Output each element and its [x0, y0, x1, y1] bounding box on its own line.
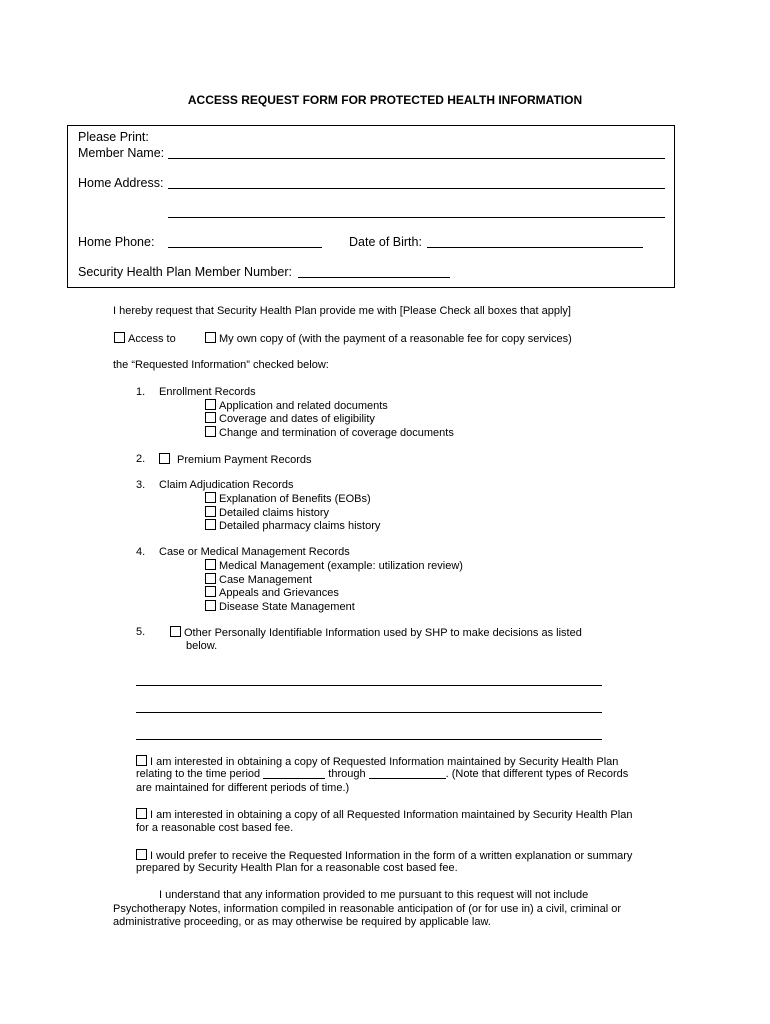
checkbox-item-label: Explanation of Benefits (EOBs) — [219, 493, 371, 505]
paragraph-1-line-1 — [136, 755, 618, 768]
form-title: ACCESS REQUEST FORM FOR PROTECTED HEALTH INFORMATION — [187, 93, 583, 107]
checkbox-item-label: Case Management — [219, 574, 312, 586]
records-note: . (Note that different types of Records — [445, 768, 629, 780]
checkbox-item-label: Application and related documents — [219, 400, 388, 412]
through-label: through — [328, 768, 366, 780]
section-1-title: Enrollment Records — [159, 386, 256, 398]
home-address-label: Home Address: — [78, 176, 164, 190]
checkbox-item-label: Change and termination of coverage documents — [219, 427, 454, 439]
paragraph-3-line-1 — [136, 849, 632, 862]
section-5-title-cont: below. — [186, 640, 218, 652]
home-phone-field[interactable] — [168, 247, 322, 248]
checkbox-item-label: Appeals and Grievances — [219, 587, 339, 599]
paragraph-2-text: I am interested in obtaining a copy of all Requested Information maintained by Security Health Plan — [150, 809, 633, 821]
other-info-line-1[interactable] — [136, 685, 602, 686]
written-summary-checkbox[interactable] — [136, 849, 147, 860]
application-docs-checkbox[interactable] — [205, 399, 216, 410]
dob-label: Date of Birth: — [349, 235, 422, 249]
time-period-start-field[interactable] — [263, 768, 325, 779]
medical-management-checkbox[interactable] — [205, 559, 216, 570]
time-period-label: relating to the time period — [136, 768, 261, 780]
checkbox-item — [205, 412, 375, 425]
section-2-item — [159, 453, 312, 466]
paragraph-1-line-2 — [136, 768, 628, 780]
checkbox-item-label: Detailed pharmacy claims history — [219, 520, 381, 532]
paragraph-4-line-2: Psychotherapy Notes, information compiled in reasonable anticipation of (or for use in) a civil, criminal or — [113, 903, 622, 915]
pharmacy-claims-checkbox[interactable] — [205, 519, 216, 530]
checkbox-item-label: Detailed claims history — [219, 507, 330, 519]
option-access-to — [114, 332, 176, 345]
dob-field[interactable] — [427, 247, 643, 248]
checkbox-item — [205, 519, 380, 532]
disease-management-checkbox[interactable] — [205, 600, 216, 611]
all-info-copy-checkbox[interactable] — [136, 808, 147, 819]
paragraph-3-text: I would prefer to receive the Requested Information in the form of a written explanation or summary — [150, 850, 633, 862]
section-4-title: Case or Medical Management Records — [159, 546, 350, 558]
checkbox-item-label: Medical Management (example: utilization review) — [219, 560, 463, 572]
paragraph-4-line-3: administrative proceeding, or as may otherwise be required by applicable law. — [113, 916, 491, 928]
checkbox-item — [205, 492, 371, 505]
paragraph-4-line-1: I understand that any information provided to me pursuant to this request will not include — [159, 889, 589, 901]
checkbox-item — [205, 399, 388, 412]
own-copy-label: My own copy of (with the payment of a reasonable fee for copy services) — [219, 333, 572, 345]
time-period-end-field[interactable] — [369, 768, 446, 779]
case-management-checkbox[interactable] — [205, 573, 216, 584]
premium-payment-checkbox[interactable] — [159, 453, 170, 464]
paragraph-1-line-3: are maintained for different periods of time.) — [136, 782, 350, 794]
checkbox-item — [205, 600, 355, 613]
home-address-field-2[interactable] — [168, 217, 665, 218]
section-3-title: Claim Adjudication Records — [159, 479, 294, 491]
checkbox-item-label: Coverage and dates of eligibility — [219, 413, 375, 425]
paragraph-1-text: I am interested in obtaining a copy of Requested Information maintained by Security Health Plan — [150, 756, 619, 768]
other-info-checkbox[interactable] — [170, 626, 181, 637]
section-3-number: 3. — [136, 479, 146, 491]
appeals-grievances-checkbox[interactable] — [205, 586, 216, 597]
other-info-line-2[interactable] — [136, 712, 602, 713]
other-info-line-3[interactable] — [136, 739, 602, 740]
member-number-field[interactable] — [298, 277, 450, 278]
section-4-number: 4. — [136, 546, 146, 558]
checkbox-item — [205, 586, 339, 599]
member-name-label: Member Name: — [78, 146, 165, 160]
paragraph-3-line-2: prepared by Security Health Plan for a reasonable cost based fee. — [136, 862, 458, 874]
eob-checkbox[interactable] — [205, 492, 216, 503]
checkbox-item-label: Disease State Management — [219, 601, 355, 613]
paragraph-2-line-1 — [136, 808, 632, 821]
own-copy-checkbox[interactable] — [205, 332, 216, 343]
paragraph-2-line-2: for a reasonable cost based fee. — [136, 822, 294, 834]
please-print-label: Please Print: — [78, 130, 149, 144]
requested-info-line: the “Requested Information” checked below: — [113, 359, 329, 371]
member-name-field[interactable] — [168, 158, 665, 159]
home-address-field-1[interactable] — [168, 188, 665, 189]
coverage-dates-checkbox[interactable] — [205, 412, 216, 423]
checkbox-item — [205, 559, 463, 572]
section-5-item — [170, 626, 582, 639]
request-intro: I hereby request that Security Health Plan provide me with [Please Check all boxes that apply] — [113, 305, 571, 317]
section-5-number: 5. — [136, 626, 146, 638]
change-termination-checkbox[interactable] — [205, 426, 216, 437]
claims-history-checkbox[interactable] — [205, 506, 216, 517]
checkbox-item — [205, 426, 454, 439]
checkbox-item — [205, 506, 329, 519]
option-own-copy — [205, 332, 572, 345]
section-2-title: Premium Payment Records — [177, 454, 312, 466]
time-period-copy-checkbox[interactable] — [136, 755, 147, 766]
member-number-label: Security Health Plan Member Number: — [78, 265, 292, 279]
section-5-title: Other Personally Identifiable Information used by SHP to make decisions as listed — [184, 627, 582, 639]
checkbox-item — [205, 573, 312, 586]
section-1-number: 1. — [136, 386, 146, 398]
access-to-checkbox[interactable] — [114, 332, 125, 343]
section-2-number: 2. — [136, 453, 146, 465]
home-phone-label: Home Phone: — [78, 235, 155, 249]
access-to-label: Access to — [128, 333, 176, 345]
